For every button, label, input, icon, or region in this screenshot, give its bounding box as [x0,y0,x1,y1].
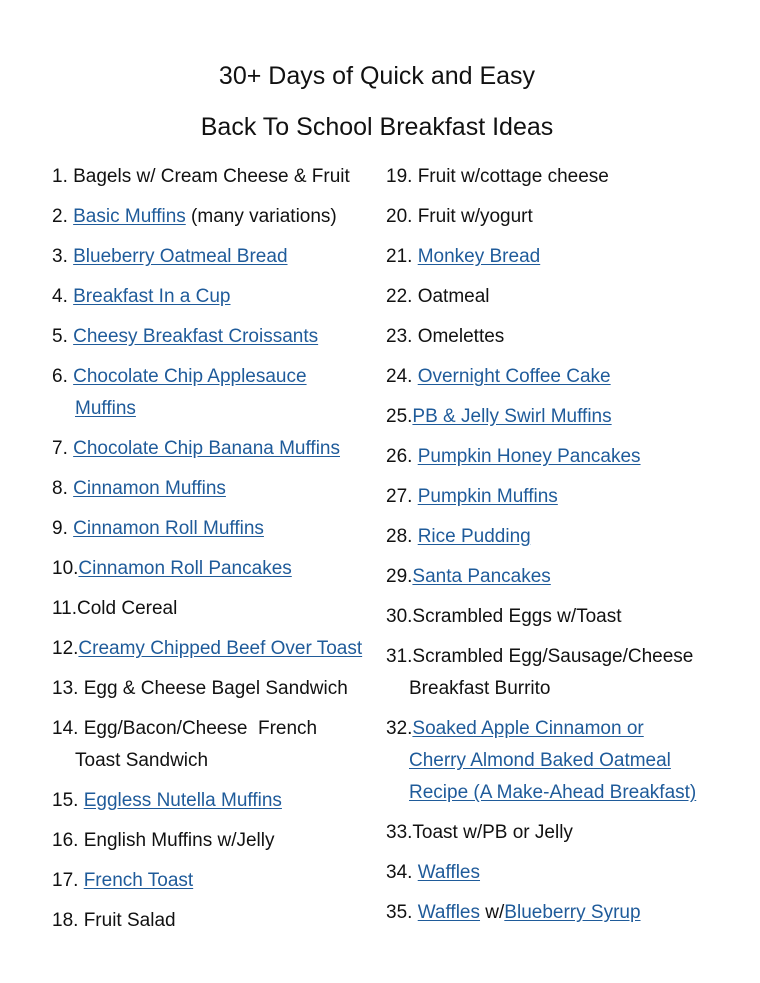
item-number: 25. [386,406,413,427]
item-text: Breakfast Burrito [409,678,551,699]
list-item [386,401,696,433]
recipe-link[interactable]: Cinnamon Roll Muffins [73,518,264,539]
recipe-link[interactable]: Muffins [75,398,136,419]
list-item [52,433,362,465]
list-item [52,281,362,313]
recipe-link[interactable]: Waffles [417,902,481,923]
recipe-link[interactable]: Chocolate Chip Banana Muffins [73,438,340,459]
list-item [386,361,696,393]
list-item [386,641,696,705]
item-number: 4. [52,286,74,307]
list-item [386,561,696,593]
recipe-link[interactable]: Blueberry Oatmeal Bread [73,246,288,267]
item-number: 35. [386,902,418,923]
item-number: 27. [386,486,418,507]
recipe-link[interactable]: Waffles [417,862,481,883]
list-item [52,593,362,625]
item-number: 2. [52,206,74,227]
list-item [386,601,696,633]
item-number: 1. [52,166,74,187]
list-item [52,513,362,545]
left-column-list [52,161,362,945]
list-item [52,241,362,273]
list-item [386,201,696,233]
item-number: 9. [52,518,74,539]
item-text: Oatmeal [417,286,490,307]
item-number: 13. [52,678,84,699]
list-item [386,321,696,353]
item-text: Bagels w/ Cream Cheese & Fruit [73,166,350,187]
item-number: 6. [52,366,74,387]
item-text: Omelettes [417,326,505,347]
item-text: English Muffins w/Jelly [83,830,275,851]
item-number: 14. [52,718,84,739]
list-item [52,321,362,353]
recipe-link[interactable]: Pumpkin Muffins [417,486,558,507]
item-text: Toast Sandwich [75,750,209,771]
list-item [52,713,362,777]
item-text: Egg & Cheese Bagel Sandwich [83,678,348,699]
recipe-link[interactable]: Breakfast In a Cup [73,286,231,307]
list-item [386,897,696,929]
list-item [386,281,696,313]
recipe-link[interactable]: Santa Pancakes [412,566,551,587]
item-text: Scrambled Egg/Sausage/Cheese [412,646,694,667]
recipe-link[interactable]: Eggless Nutella Muffins [83,790,282,811]
recipe-link[interactable]: Soaked Apple Cinnamon or [412,718,644,739]
list-item [386,441,696,473]
recipe-link[interactable]: Chocolate Chip Applesauce [73,366,307,387]
item-number: 17. [52,870,84,891]
list-item [52,825,362,857]
right-column-list [386,161,696,937]
list-item [52,553,362,585]
list-item [386,713,696,809]
list-item [52,633,362,665]
recipe-link[interactable]: Cinnamon Muffins [73,478,226,499]
recipe-link[interactable]: PB & Jelly Swirl Muffins [412,406,612,427]
list-item [52,673,362,705]
item-number: 19. [386,166,418,187]
list-item [386,521,696,553]
item-number: 23. [386,326,418,347]
recipe-link[interactable]: Cinnamon Roll Pancakes [78,558,292,579]
recipe-link[interactable]: Cherry Almond Baked Oatmeal [409,750,671,771]
recipe-link[interactable]: Recipe (A Make-Ahead Breakfast) [409,782,697,803]
recipe-link[interactable]: Creamy Chipped Beef Over Toast [78,638,363,659]
list-item [52,905,362,937]
list-item [52,865,362,897]
recipe-link[interactable]: Cheesy Breakfast Croissants [73,326,319,347]
item-number: 29. [386,566,413,587]
list-item [52,785,362,817]
recipe-link[interactable]: Basic Muffins [73,206,186,227]
item-number: 34. [386,862,418,883]
item-text: Fruit Salad [83,910,176,931]
item-number: 31. [386,646,413,667]
item-number: 26. [386,446,418,467]
item-number: 11. [52,598,78,619]
list-item [52,161,362,193]
item-text: Cold Cereal [77,598,178,619]
title-line-2: Back To School Breakfast Ideas [200,113,554,141]
recipe-link[interactable]: Rice Pudding [417,526,531,547]
item-number: 15. [52,790,84,811]
list-item [386,161,696,193]
item-number: 21. [386,246,418,267]
recipe-link[interactable]: French Toast [83,870,194,891]
list-item [386,817,696,849]
item-text: Egg/Bacon/Cheese French [83,718,318,739]
item-text: Toast w/PB or Jelly [412,822,573,843]
recipe-link[interactable]: Blueberry Syrup [504,902,641,923]
list-item [52,473,362,505]
item-number: 16. [52,830,84,851]
item-number: 28. [386,526,418,547]
list-item [386,241,696,273]
item-number: 8. [52,478,74,499]
item-text: Fruit w/yogurt [417,206,533,227]
item-number: 22. [386,286,418,307]
recipe-link[interactable]: Monkey Bread [417,246,541,267]
list-item [386,481,696,513]
item-number: 18. [52,910,84,931]
item-number: 24. [386,366,418,387]
item-number: 7. [52,438,74,459]
item-text: Scrambled Eggs w/Toast [412,606,622,627]
item-text: Fruit w/cottage cheese [417,166,609,187]
item-number: 3. [52,246,74,267]
list-item [386,857,696,889]
item-text: (many variations) [185,206,337,227]
list-item [52,201,362,233]
title-line-1: 30+ Days of Quick and Easy [218,62,536,90]
item-number: 10. [52,558,79,579]
item-number: 20. [386,206,418,227]
recipe-link[interactable]: Pumpkin Honey Pancakes [417,446,641,467]
item-text: w/ [480,902,505,923]
item-number: 32. [386,718,413,739]
item-number: 33. [386,822,413,843]
item-number: 30. [386,606,413,627]
item-number: 5. [52,326,74,347]
list-item [52,361,362,425]
recipe-link[interactable]: Overnight Coffee Cake [417,366,611,387]
item-number: 12. [52,638,79,659]
